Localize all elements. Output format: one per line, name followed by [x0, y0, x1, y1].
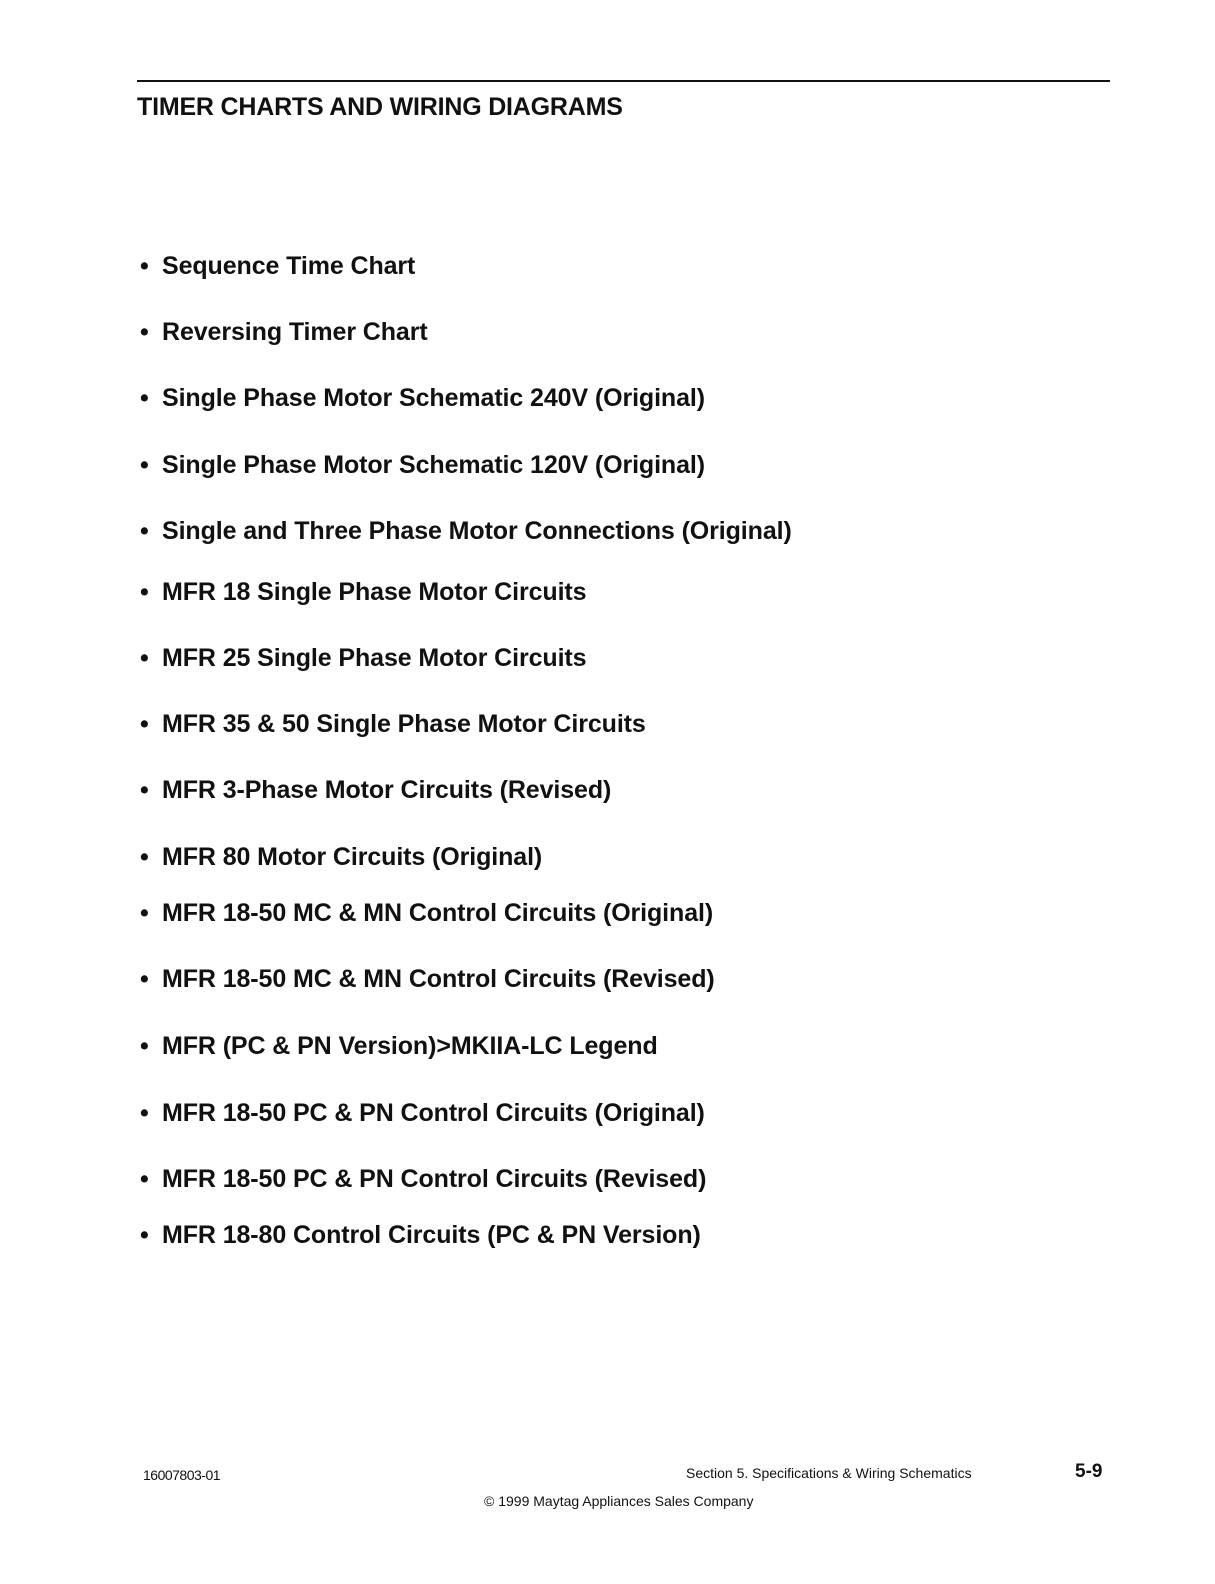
list-item-label: MFR (PC & PN Version)>MKIIA-LC Legend — [162, 1032, 658, 1060]
list-item-label: MFR 18 Single Phase Motor Circuits — [162, 578, 587, 606]
header-rule — [137, 80, 1110, 82]
bullet: • — [140, 1221, 149, 1249]
list-item — [140, 517, 792, 546]
list-item — [140, 710, 646, 739]
bullet: • — [140, 384, 149, 412]
list-item — [140, 578, 586, 607]
page-title: TIMER CHARTS AND WIRING DIAGRAMS — [137, 93, 623, 121]
list-item-label: MFR 18-50 PC & PN Control Circuits (Original) — [162, 1099, 705, 1127]
list-item-label: Single Phase Motor Schematic 120V (Original) — [162, 451, 705, 479]
page-number: 5-9 — [1075, 1461, 1103, 1482]
list-item-label: Sequence Time Chart — [162, 252, 416, 280]
list-item — [140, 776, 611, 805]
list-item — [140, 644, 586, 673]
bullet: • — [140, 1032, 149, 1060]
bullet: • — [140, 644, 149, 672]
bullet: • — [140, 965, 149, 993]
list-item — [140, 451, 705, 480]
list-item-label: MFR 25 Single Phase Motor Circuits — [162, 644, 587, 672]
bullet: • — [140, 1165, 149, 1193]
list-item-label: Reversing Timer Chart — [162, 318, 428, 346]
bullet: • — [140, 517, 149, 545]
list-item-label: MFR 35 & 50 Single Phase Motor Circuits — [162, 710, 646, 738]
list-item — [140, 1099, 705, 1128]
bullet: • — [140, 899, 149, 927]
bullet: • — [140, 1099, 149, 1127]
list-item — [140, 1221, 701, 1250]
footer-section-title: Section 5. Specifications & Wiring Schematics — [686, 1465, 972, 1481]
document-number: 16007803-01 — [143, 1467, 221, 1483]
bullet: • — [140, 776, 149, 804]
list-item-label: Single Phase Motor Schematic 240V (Original) — [162, 384, 705, 412]
list-item — [140, 318, 428, 347]
list-item — [140, 1032, 658, 1061]
list-item-label: MFR 18-50 PC & PN Control Circuits (Revised) — [162, 1165, 707, 1193]
list-item-label: MFR 18-80 Control Circuits (PC & PN Version) — [162, 1221, 701, 1249]
list-item — [140, 384, 705, 413]
bullet: • — [140, 451, 149, 479]
bullet: • — [140, 318, 149, 346]
list-item — [140, 965, 715, 994]
list-item — [140, 843, 542, 872]
bullet: • — [140, 578, 149, 606]
list-item — [140, 252, 415, 281]
list-item-label: MFR 18-50 MC & MN Control Circuits (Revised) — [162, 965, 715, 993]
list-item-label: MFR 18-50 MC & MN Control Circuits (Original) — [162, 899, 714, 927]
list-item-label: Single and Three Phase Motor Connections (Original) — [162, 517, 792, 545]
bullet: • — [140, 710, 149, 738]
copyright-notice: © 1999 Maytag Appliances Sales Company — [484, 1493, 754, 1509]
bullet: • — [140, 252, 149, 280]
list-item — [140, 1165, 706, 1194]
bullet: • — [140, 843, 149, 871]
list-item-label: MFR 3-Phase Motor Circuits (Revised) — [162, 776, 612, 804]
list-item — [140, 899, 713, 928]
list-item-label: MFR 80 Motor Circuits (Original) — [162, 843, 543, 871]
